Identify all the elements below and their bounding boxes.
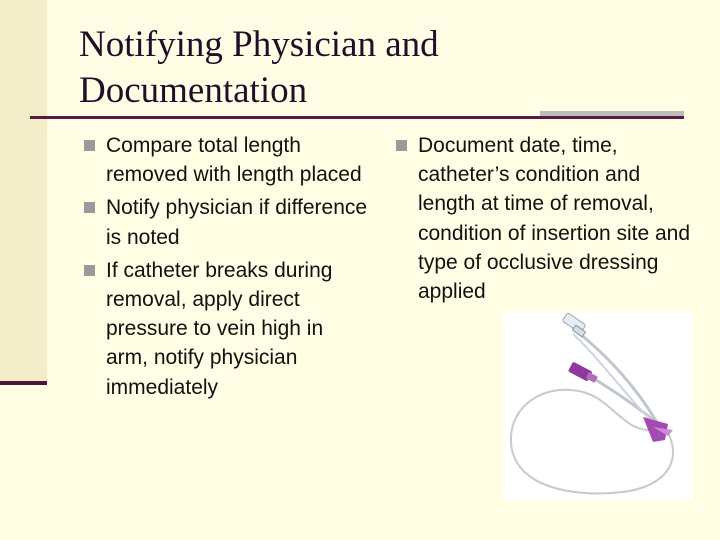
square-bullet-icon [84,202,95,213]
slide-title [79,22,639,114]
slide-title-line-1: Notifying Physician and [79,24,439,65]
bullet-text: Notify physician if difference is noted [106,196,368,249]
left-accent-rule [0,381,47,385]
bullet-text: Compare total length removed with length placed [106,134,362,187]
bullet-item [84,193,369,251]
title-divider [30,116,684,119]
slide-title-line-2: Documentation [79,70,308,111]
square-bullet-icon [84,140,95,151]
bullet-text: Document date, time, catheter’s condition and length at time of removal, condition of insertion site and type of occlusive dressing applied [418,134,691,304]
square-bullet-icon [84,265,95,276]
bullet-item [84,131,369,189]
bullet-text: If catheter breaks during removal, apply direct pressure to vein high in arm, notify physician immediately [106,258,333,399]
catheter-photo [503,312,692,500]
right-bullet-list [396,131,691,310]
left-bullet-list [84,131,369,406]
bullet-item [396,131,691,306]
picc-catheter-illustration [503,312,692,500]
bullet-item [84,256,369,402]
square-bullet-icon [396,140,407,151]
left-accent-band [0,0,47,385]
